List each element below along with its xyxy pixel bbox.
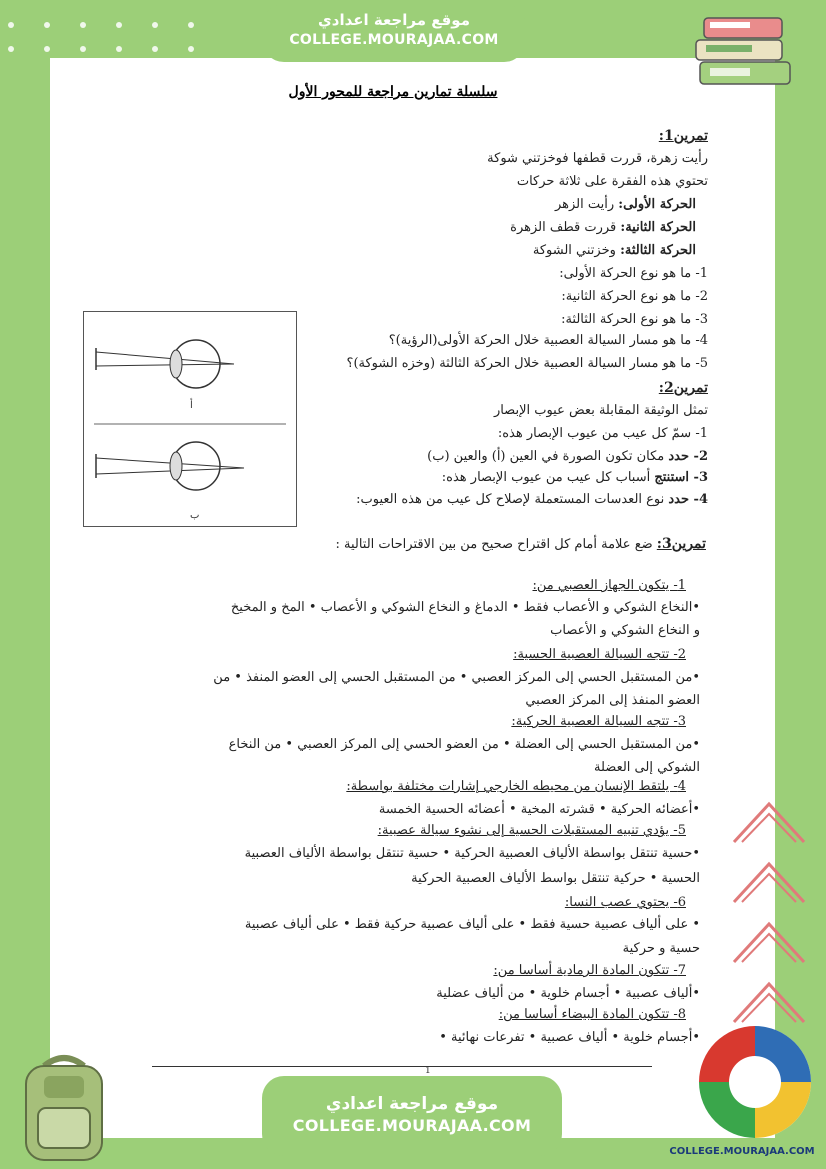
logo-wheel-icon [695,1022,815,1142]
backpack-icon [14,1052,114,1164]
exercise1-movement1 [555,197,696,212]
chevron-up-icon [728,910,810,970]
exercise3-options: •من المستقبل الحسي إلى العضلة • من العضو الحسي إلى المركز العصبي • من النخاع [228,737,700,752]
eye-a-label: أ [190,400,193,411]
exercise3-question: 7- تتكون المادة الرمادية أساسا من: [493,963,686,978]
exercise3-question: 2- تتجه السيالة العصبية الحسية: [513,647,686,662]
exercise1-question4: 4- ما هو مسار السيالة العصبية خلال الحركة الأولى(الرؤية)؟ [388,333,708,348]
site-name: موقع مراجعة اعدادي [318,11,470,29]
site-url-bottom: COLLEGE.MOURAJAA.COM [292,1116,532,1135]
exercise1-movement2 [510,220,696,235]
exercise1-question2: 2- ما هو نوع الحركة الثانية: [561,289,708,304]
exercise3-options: •ألياف عصبية • أجسام خلوية • من ألياف عضلية [436,986,700,1001]
exercise3-options: •حسية تنتقل بواسطة الألياف العصبية الحركية • حسية تنتقل بواسطة الألياف العصبية [244,846,700,861]
exercise3-options-continued: العضو المنفذ إلى المركز العصبي [525,693,700,708]
exercise3-options: •أعضائه الحركية • قشرته المخية • أعضائه الحسية الخمسة [378,802,700,817]
exercise3-options-continued: الشوكي إلى العضلة [594,760,700,775]
exercise3-options-continued: و النخاع الشوكي و الأعصاب [550,623,700,638]
books-icon [690,12,800,97]
brand-url: COLLEGE.MOURAJAA.COM [669,1146,815,1157]
exercise3-options: •النخاع الشوكي و الأعصاب فقط • الدماغ و النخاع الشوكي و الأعصاب • المخ و المخيخ [230,600,700,615]
eye-defects-figure [83,311,297,527]
footer-divider [152,1066,652,1067]
question4-verb: 4- حدد [668,492,708,507]
exercise3-question: 8- تتكون المادة البيضاء أساسا من: [498,1007,686,1022]
site-name-bottom: موقع مراجعة اعدادي [325,1094,499,1114]
chevron-up-icon [728,970,810,1030]
exercise3-question: 1- يتكون الجهاز العصبي من: [532,578,686,593]
page-number: 1 [425,1066,431,1076]
exercise3-options-continued: حسية و حركية [622,941,700,956]
page-title: سلسلة تمارين مراجعة للمحور الأول [288,84,498,100]
eye-diagram-a [94,340,286,424]
exercise3-question: 3- تتجه السيالة العصبية الحركية: [511,714,686,729]
exercise2-question1: 1- سمّ كل عيب من عيوب الإبصار هذه: [497,426,708,441]
chevron-up-icon [728,850,810,910]
question2-text: مكان تكون الصورة في العين (أ) والعين (ب) [427,449,669,464]
exercise3-options: •من المستقبل الحسي إلى المركز العصبي • من المستقبل الحسي إلى العضو المنفذ • من [213,670,700,685]
exercise1-question5: 5- ما هو مسار السيالة العصبية خلال الحركة الثالثة (وخزه الشوكة)؟ [346,356,708,371]
movement1-label: الحركة الأولى: [618,197,696,212]
movement1-text: رأيت الزهر [554,197,619,212]
exercise3-question: 5- يؤدي تنبيه المستقبلات الحسية إلى نشوء سيالة عصبية: [377,823,686,838]
exercise2-question3 [442,470,708,485]
chevron-up-icon [728,790,810,850]
question2-verb: 2- حدد [668,449,708,464]
exercise3-intro: ضع علامة أمام كل اقتراح صحيح من بين الاقتراحات التالية : [335,537,657,552]
exercise3-options-continued: الحسية • حركية تنتقل بواسط الألياف العصبية الحركية [411,871,700,886]
site-banner-top[interactable] [262,4,526,62]
exercise1-intro-line2: تحتوي هذه الفقرة على ثلاثة حركات [516,174,708,189]
movement2-text: قررت قطف الزهرة [510,220,621,235]
eye-diagram-b [96,442,244,490]
exercise1-question3: 3- ما هو نوع الحركة الثالثة: [561,312,708,327]
exercise2-heading: تمرين2: [658,380,708,396]
exercise3-question: 6- يحتوي عصب النسا: [564,895,686,910]
eye-diagram [84,312,296,526]
decorative-dots [8,22,208,62]
exercise3-options: •أجسام خلوية • ألياف عصبية • تفرعات نهائية • [439,1030,700,1045]
exercise2-question2 [427,449,708,464]
question3-verb: 3- استنتج [654,470,708,485]
movement2-label: الحركة الثانية: [620,220,696,235]
question3-text: أسباب كل عيب من عيوب الإبصار هذه: [441,470,655,485]
exercise3-heading: تمرين3: [656,536,706,552]
site-url: COLLEGE.MOURAJAA.COM [289,32,499,48]
question4-text: نوع العدسات المستعملة لإصلاح كل عيب من هذه العيوب: [356,492,669,507]
movement3-label: الحركة الثالثة: [620,243,696,258]
exercise1-heading: تمرين1: [658,128,708,144]
exercise3-options: • على ألياف عصبية حسية فقط • على ألياف عصبية حركية فقط • على ألياف عصبية [244,917,700,932]
movement3-text: وخزتني الشوكة [532,243,621,258]
exercise2-question4 [356,492,708,507]
exercise1-question1: 1- ما هو نوع الحركة الأولى: [559,266,708,281]
eye-b-label: ب [190,510,200,521]
exercise3-question: 4- يلتقط الإنسان من محيطه الخارجي إشارات مختلفة بواسطة: [346,779,686,794]
site-banner-bottom[interactable] [262,1076,562,1156]
exercise1-intro-line1: رأيت زهرة، قررت قطفها فوخزتني شوكة [487,151,708,166]
exercise1-movement3 [533,243,696,258]
exercise3-header [335,536,706,552]
exercise2-intro: تمثل الوثيقة المقابلة بعض عيوب الإبصار [493,403,708,418]
